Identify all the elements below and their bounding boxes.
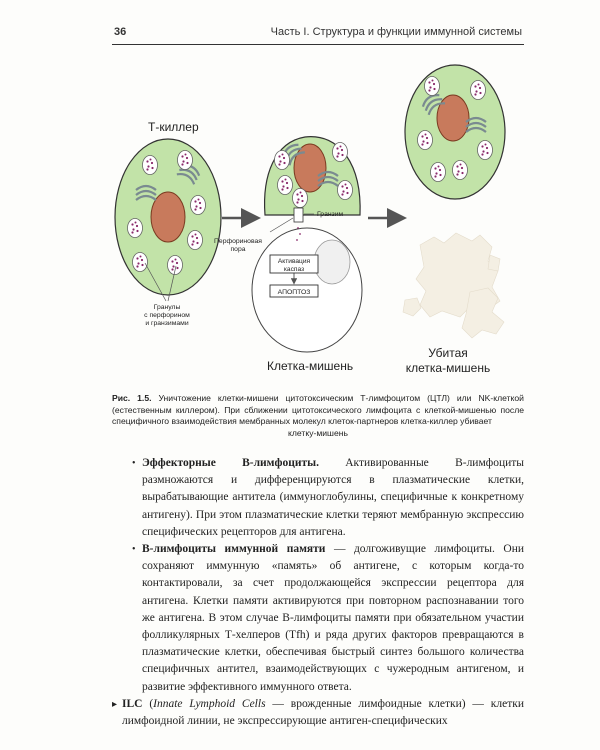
list-item [112,455,524,541]
granule-icon [478,141,493,160]
caption-last-line: клетку-мишень [288,427,348,438]
term: Эффекторные В-лимфоциты. [142,457,319,469]
granules-label: с перфорином [144,312,190,319]
triangle-bullet-icon: ▸ [112,698,118,710]
granule-icon [188,231,203,250]
target-cell-label: Клетка-мишень [267,359,354,373]
perforin-pore-label: пора [230,246,246,253]
engaged-killer-cell [265,137,361,215]
granules-label: Гранулы [153,304,181,311]
granule-icon [453,161,468,180]
detached-killer-cell [405,65,505,199]
t-killer-cell [115,139,221,295]
perforin-pore-label: Перфориновая [214,238,262,245]
granule-icon [431,163,446,182]
figure-number: Рис. 1.5. [112,393,152,403]
granule-icon [278,176,293,195]
paragraph-text: — врожденные лимфоидные клетки) — клетки лимфоидной линии, не экспрессирующие антиген-специфических [122,697,524,728]
page-number: 36 [114,26,127,38]
part-title: Часть I. Структура и функции иммунной системы [270,26,522,38]
killed-cell-label: клетка-мишень [405,361,491,375]
granule-icon [293,189,308,208]
caption-text: Уничтожение клетки-мишени цитотоксическим Т-лимфоцитом (ЦТЛ) или NK-клеткой (естественным киллером). При сближении цитотоксического лимфоцита с клеткой-мишенью после специфичного взаимодействия мембранных молекул клеток-партнеров клетка-киллер убивает [112,393,524,426]
list-item [112,696,524,730]
body-text [112,455,524,730]
caspase-label: Активация [277,258,311,265]
term: В-лимфоциты иммунной памяти [142,543,326,556]
granule-icon [178,151,193,170]
granule-icon [418,131,433,150]
granule-icon [275,151,290,170]
bullet-icon: • [132,458,136,469]
granule-icon [333,143,348,162]
granule-icon [191,196,206,215]
granule-icon [143,156,158,175]
granule-icon [128,219,143,238]
granule-icon [133,253,148,272]
t-killer-label: Т-киллер [148,120,199,134]
term-italic: Innate Lymphoid Cells [153,697,266,710]
killed-cell-fragments [403,233,504,338]
perforin-pore-icon [294,208,303,222]
apoptosis-label: АПОПТОЗ [277,289,311,296]
killed-cell-label: Убитая [428,346,468,360]
granule-icon [471,81,486,100]
figure-caption [112,393,524,439]
granule-icon [338,181,353,200]
caspase-label: каспаз [283,266,305,273]
paragraph-text: ( [142,697,154,710]
granules-label: и гранзимами [145,320,189,327]
term: ILC [122,697,143,710]
paragraph-text: Активированные В-лимфоциты размножаются и дифференцируются в плазматические клетки, вырабатывающие антитела (иммуноглобулины, специфичные к конкретному антигену). При этом плазматические клетки теряют мембранную экспрессию специфических рецепторов для антигена. [142,457,525,538]
list-item [112,541,524,696]
bullet-icon: • [132,544,136,556]
paragraph-text: — долгоживущие лимфоциты. Они сохраняют иммунную «память» об антигене, с которым когда-то контактировали, за счет продолжающейся экспрессии рецептора для антигена. Клетки памяти активируются при повторном распознавании того же антигена. В этом случае В-лимфоциты памяти при обязательном участии фолликулярных Т-хелперов (Tfh) и ряда других факторов превращаются в плазматические клетки, обеспечивая быстрый синтез большого количества специфичных антител, взаимодействующих с чужеродным антигеном, и развитие эффективного иммунного ответа. [142,543,524,693]
granzyme-label: Гранзим [317,211,344,218]
granule-icon [425,77,440,96]
